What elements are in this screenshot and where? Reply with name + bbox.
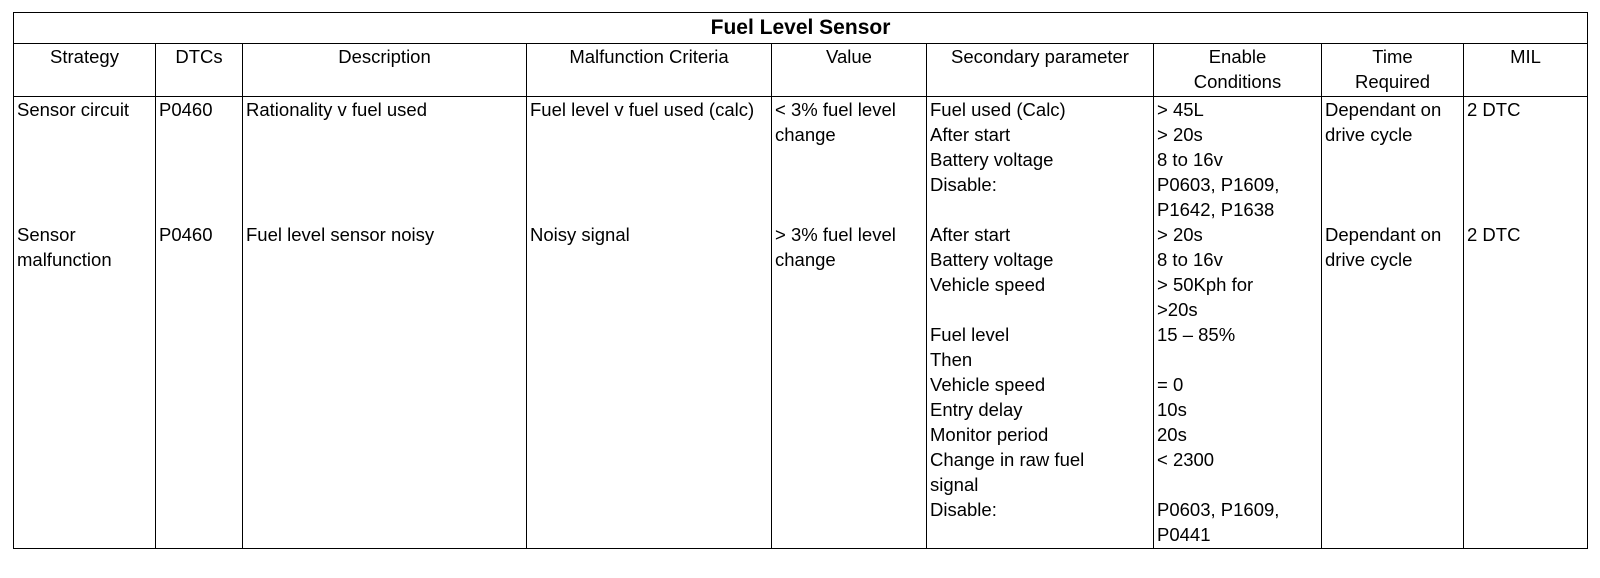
secondary-line: After start [930,224,1011,245]
enable-line: > 45L [1157,99,1204,120]
enable-line: 15 – 85% [1157,324,1236,345]
cell-dtc: P0460 [156,97,243,223]
cell-secondary-parameter [927,97,1154,223]
cell-enable-conditions [1154,97,1322,223]
enable-line: > 20s [1157,224,1203,245]
document-page [13,12,1588,549]
enable-line: >20s [1157,299,1198,320]
cell-enable-conditions [1154,222,1322,549]
header-malfunction-criteria: Malfunction Criteria [527,44,772,97]
cell-strategy: Sensor malfunction [14,222,156,549]
secondary-line: Battery voltage [930,249,1054,270]
cell-time-required: Dependant on drive cycle [1322,222,1464,549]
secondary-line: After start [930,124,1011,145]
header-dtcs: DTCs [156,44,243,97]
header-enable-conditions: Enable Conditions [1154,44,1322,97]
header-row [14,44,1588,97]
enable-line: < 2300 [1157,449,1215,470]
cell-value: < 3% fuel level change [772,97,927,223]
cell-value: > 3% fuel level change [772,222,927,549]
table-title: Fuel Level Sensor [14,13,1588,44]
enable-line: P0603, P1609, [1157,174,1280,195]
cell-strategy: Sensor circuit [14,97,156,223]
header-strategy: Strategy [14,44,156,97]
cell-description: Rationality v fuel used [243,97,527,223]
secondary-line: Vehicle speed [930,374,1046,395]
enable-line: > 50Kph for [1157,274,1254,295]
secondary-line: Vehicle speed [930,274,1046,295]
cell-secondary-parameter [927,222,1154,549]
enable-line: P0603, P1609, [1157,499,1280,520]
secondary-line: Fuel used (Calc) [930,99,1066,120]
enable-line: = 0 [1157,374,1184,395]
cell-malfunction-criteria: Noisy signal [527,222,772,549]
secondary-line: Monitor period [930,424,1049,445]
enable-line: 20s [1157,424,1187,445]
enable-line: P0441 [1157,524,1211,545]
enable-line: > 20s [1157,124,1203,145]
secondary-line: Then [930,349,973,370]
secondary-line: Disable: [930,174,997,195]
header-time-required: Time Required [1322,44,1464,97]
header-description: Description [243,44,527,97]
enable-line: 8 to 16v [1157,249,1223,270]
cell-dtc: P0460 [156,222,243,549]
cell-mil: 2 DTC [1464,222,1588,549]
enable-line: P1642, P1638 [1157,199,1275,220]
enable-line [1157,472,1321,497]
secondary-line: signal [930,474,979,495]
fuel-level-sensor-table [13,12,1588,549]
secondary-line: Change in raw fuel [930,449,1085,470]
secondary-line [930,297,1153,322]
table-row [14,222,1588,549]
cell-malfunction-criteria: Fuel level v fuel used (calc) [527,97,772,223]
header-secondary-parameter: Secondary parameter [927,44,1154,97]
secondary-line: Battery voltage [930,149,1054,170]
cell-mil: 2 DTC [1464,97,1588,223]
cell-time-required: Dependant on drive cycle [1322,97,1464,223]
table-row [14,97,1588,223]
enable-line [1157,347,1321,372]
header-mil: MIL [1464,44,1588,97]
enable-line: 8 to 16v [1157,149,1223,170]
secondary-line: Fuel level [930,324,1010,345]
secondary-line: Disable: [930,499,997,520]
secondary-line: Entry delay [930,399,1023,420]
enable-line: 10s [1157,399,1187,420]
cell-description: Fuel level sensor noisy [243,222,527,549]
header-value: Value [772,44,927,97]
